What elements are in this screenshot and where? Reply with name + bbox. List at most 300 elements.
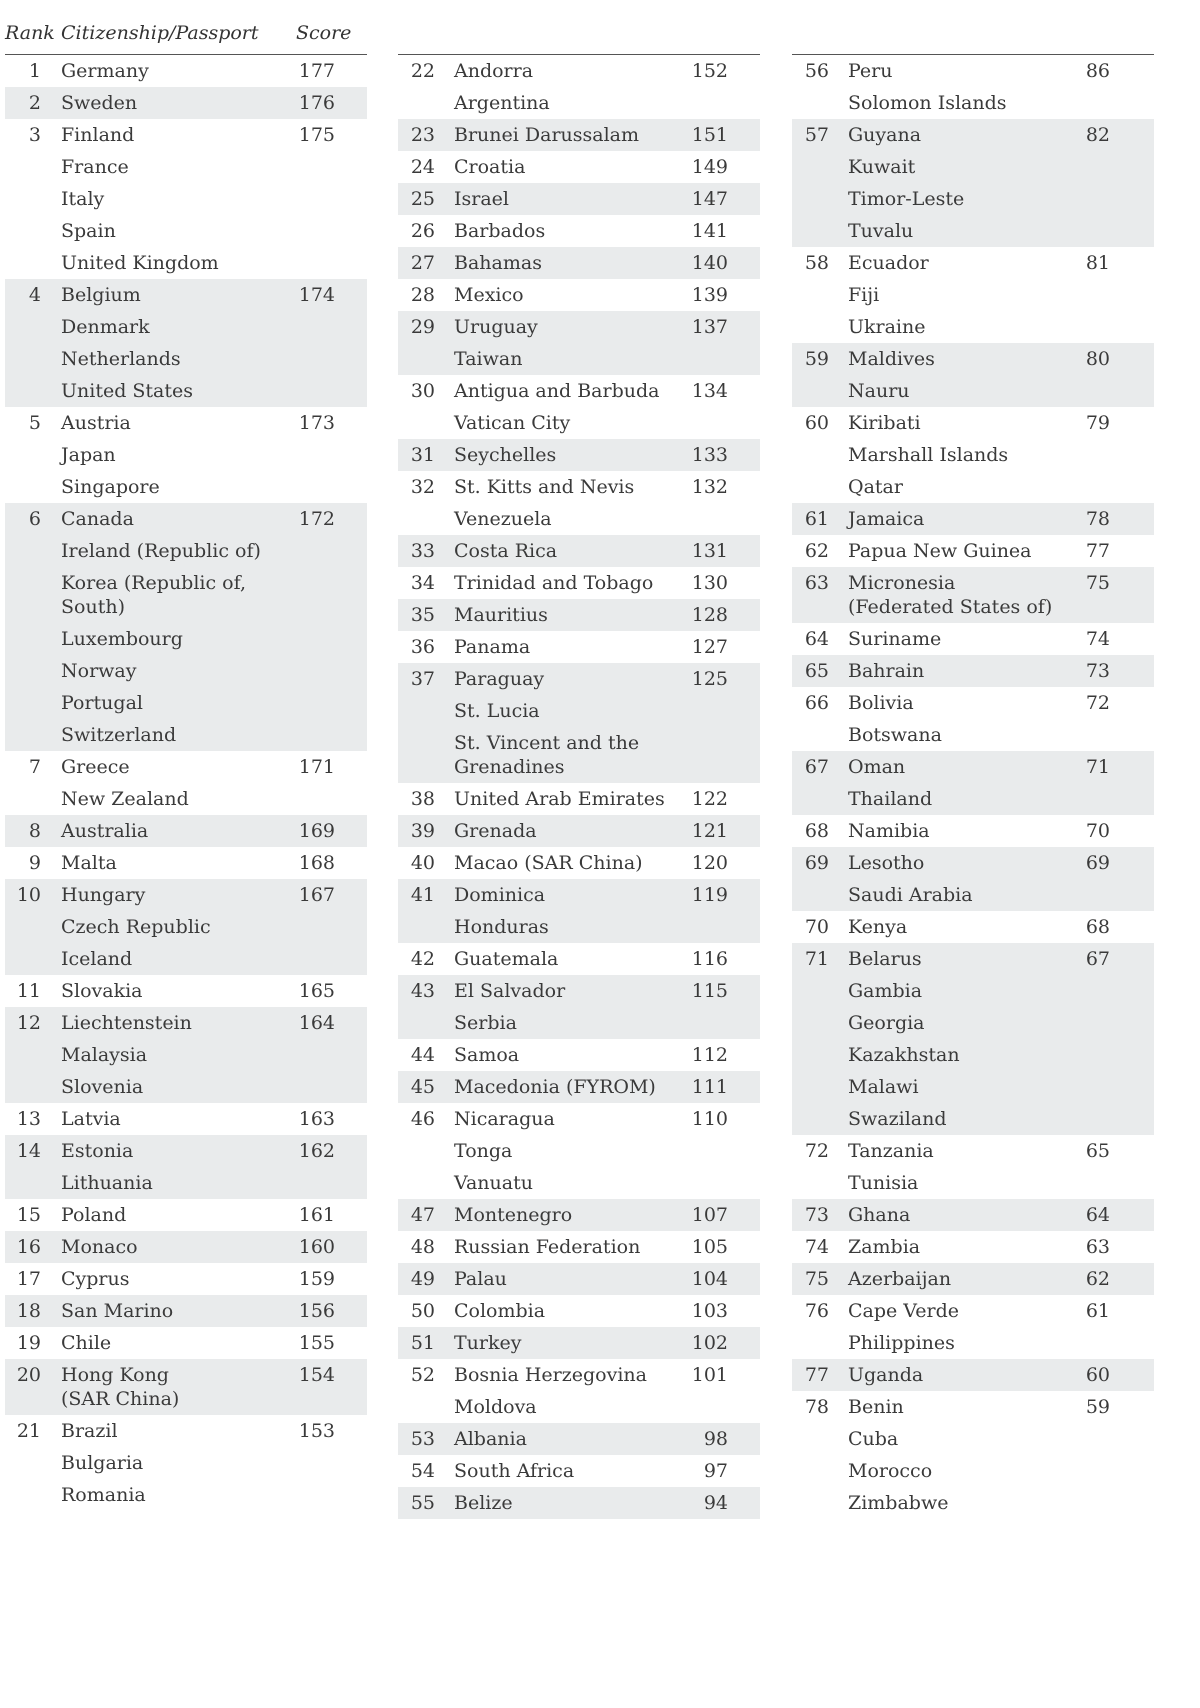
table-row bbox=[5, 407, 367, 439]
country-name: Palau bbox=[454, 1268, 507, 1290]
country-name: Macao (SAR China) bbox=[454, 852, 643, 874]
table-row bbox=[398, 503, 760, 535]
table-row bbox=[792, 567, 1154, 623]
score-value: 139 bbox=[691, 284, 728, 306]
table-row bbox=[5, 975, 367, 1007]
rank-value: 40 bbox=[410, 852, 435, 874]
rank-value: 31 bbox=[410, 444, 435, 466]
table-row bbox=[5, 623, 367, 655]
table-row bbox=[5, 87, 367, 119]
score-value: 147 bbox=[691, 188, 728, 210]
country-name bbox=[61, 1363, 179, 1411]
country-name: Chile bbox=[61, 1332, 112, 1354]
score-value: 74 bbox=[1085, 628, 1110, 650]
country-name: Italy bbox=[61, 188, 105, 210]
country-name: Ghana bbox=[848, 1204, 911, 1226]
country-name: Brazil bbox=[61, 1420, 118, 1442]
country-name: Denmark bbox=[61, 316, 150, 338]
country-name: Czech Republic bbox=[61, 916, 211, 938]
country-name: Albania bbox=[454, 1428, 527, 1450]
rank-group-11 bbox=[5, 975, 367, 1007]
rank-group-26 bbox=[398, 215, 760, 247]
rank-group-10 bbox=[5, 879, 367, 975]
rank-group-53 bbox=[398, 1423, 760, 1455]
country-name: Singapore bbox=[61, 476, 160, 498]
country-name: Cape Verde bbox=[848, 1300, 960, 1322]
country-name: United Kingdom bbox=[61, 252, 219, 274]
rank-value: 38 bbox=[410, 788, 435, 810]
score-value: 62 bbox=[1085, 1268, 1110, 1290]
rank-value: 27 bbox=[410, 252, 435, 274]
country-name: Guatemala bbox=[454, 948, 559, 970]
country-name: Belgium bbox=[61, 284, 141, 306]
score-value: 120 bbox=[691, 852, 728, 874]
country-name: South Africa bbox=[454, 1460, 575, 1482]
rank-group-75 bbox=[792, 1263, 1154, 1295]
country-name bbox=[61, 571, 246, 619]
country-name: Israel bbox=[454, 188, 509, 210]
country-name: Tanzania bbox=[848, 1140, 934, 1162]
rank-value: 52 bbox=[410, 1364, 435, 1386]
table-row bbox=[792, 1423, 1154, 1455]
score-value: 177 bbox=[298, 60, 335, 82]
rank-group-67 bbox=[792, 751, 1154, 815]
rank-value: 76 bbox=[804, 1300, 829, 1322]
score-value: 115 bbox=[691, 980, 728, 1002]
score-value: 70 bbox=[1085, 820, 1110, 842]
rank-group-21 bbox=[5, 1415, 367, 1511]
country-name: Bolivia bbox=[848, 692, 914, 714]
table-row bbox=[792, 87, 1154, 119]
rank-group-9 bbox=[5, 847, 367, 879]
rank-group-43 bbox=[398, 975, 760, 1039]
table-row bbox=[398, 1135, 760, 1167]
rank-group-12 bbox=[5, 1007, 367, 1103]
score-value: 122 bbox=[691, 788, 728, 810]
score-value: 169 bbox=[298, 820, 335, 842]
country-name: Bahrain bbox=[848, 660, 925, 682]
rank-group-73 bbox=[792, 1199, 1154, 1231]
rank-value: 45 bbox=[410, 1076, 435, 1098]
rank-value: 10 bbox=[16, 884, 41, 906]
score-value: 79 bbox=[1085, 412, 1110, 434]
score-value: 128 bbox=[691, 604, 728, 626]
table-row bbox=[5, 1039, 367, 1071]
rank-value: 57 bbox=[804, 124, 829, 146]
rank-group-13 bbox=[5, 1103, 367, 1135]
country-name: Namibia bbox=[848, 820, 930, 842]
rank-value: 8 bbox=[28, 820, 41, 842]
table-row bbox=[398, 911, 760, 943]
table-row bbox=[5, 655, 367, 687]
table-row bbox=[792, 1039, 1154, 1071]
country-name: Germany bbox=[61, 60, 149, 82]
table-row bbox=[398, 407, 760, 439]
table-row bbox=[5, 503, 367, 535]
rank-group-15 bbox=[5, 1199, 367, 1231]
rank-value: 58 bbox=[804, 252, 829, 274]
rank-value: 32 bbox=[410, 476, 435, 498]
country-name: Botswana bbox=[848, 724, 942, 746]
country-name: Bosnia Herzegovina bbox=[454, 1364, 647, 1386]
country-name: St. Lucia bbox=[454, 700, 540, 722]
score-value: 127 bbox=[691, 636, 728, 658]
score-value: 71 bbox=[1085, 756, 1110, 778]
country-name: Mauritius bbox=[454, 604, 548, 626]
table-row bbox=[792, 1295, 1154, 1327]
rank-value: 68 bbox=[804, 820, 829, 842]
rank-value: 53 bbox=[410, 1428, 435, 1450]
table-row bbox=[792, 343, 1154, 375]
table-row bbox=[792, 183, 1154, 215]
rank-group-60 bbox=[792, 407, 1154, 503]
table-row bbox=[398, 55, 760, 87]
score-value: 65 bbox=[1085, 1140, 1110, 1162]
rank-group-65 bbox=[792, 655, 1154, 687]
score-value: 152 bbox=[691, 60, 728, 82]
rank-value: 23 bbox=[410, 124, 435, 146]
rank-value: 70 bbox=[804, 916, 829, 938]
rank-value: 17 bbox=[16, 1268, 41, 1290]
country-name-line: South) bbox=[61, 596, 125, 618]
score-value: 67 bbox=[1085, 948, 1110, 970]
rank-group-77 bbox=[792, 1359, 1154, 1391]
table-row bbox=[5, 783, 367, 815]
country-name: Ukraine bbox=[848, 316, 926, 338]
rank-value: 48 bbox=[410, 1236, 435, 1258]
country-name: Taiwan bbox=[454, 348, 523, 370]
rank-group-54 bbox=[398, 1455, 760, 1487]
table-row bbox=[792, 847, 1154, 879]
table-row bbox=[792, 1391, 1154, 1423]
table-row bbox=[5, 1103, 367, 1135]
rank-value: 67 bbox=[804, 756, 829, 778]
table-row bbox=[398, 1231, 760, 1263]
table-row bbox=[398, 783, 760, 815]
score-value: 59 bbox=[1085, 1396, 1110, 1418]
country-name: Iceland bbox=[61, 948, 133, 970]
country-name: Suriname bbox=[848, 628, 942, 650]
table-row bbox=[5, 815, 367, 847]
rank-group-27 bbox=[398, 247, 760, 279]
table-row bbox=[398, 151, 760, 183]
rank-value: 19 bbox=[16, 1332, 41, 1354]
table-row bbox=[5, 1263, 367, 1295]
score-value: 173 bbox=[298, 412, 335, 434]
rank-group-29 bbox=[398, 311, 760, 375]
table-row bbox=[398, 1455, 760, 1487]
rank-group-20 bbox=[5, 1359, 367, 1415]
rank-group-2 bbox=[5, 87, 367, 119]
rank-value: 13 bbox=[16, 1108, 41, 1130]
table-row bbox=[792, 783, 1154, 815]
country-name: Nicaragua bbox=[454, 1108, 555, 1130]
country-name: Malaysia bbox=[61, 1044, 148, 1066]
rank-value: 78 bbox=[804, 1396, 829, 1418]
country-name: Malawi bbox=[848, 1076, 919, 1098]
country-name: St. Kitts and Nevis bbox=[454, 476, 635, 498]
score-value: 159 bbox=[298, 1268, 335, 1290]
country-name: Peru bbox=[848, 60, 893, 82]
country-name: Dominica bbox=[454, 884, 546, 906]
score-value: 140 bbox=[691, 252, 728, 274]
table-row bbox=[398, 279, 760, 311]
country-name: Paraguay bbox=[454, 668, 545, 690]
table-row bbox=[792, 215, 1154, 247]
score-value: 80 bbox=[1085, 348, 1110, 370]
score-value: 149 bbox=[691, 156, 728, 178]
country-name: Tuvalu bbox=[848, 220, 914, 242]
country-name: Colombia bbox=[454, 1300, 546, 1322]
table-row bbox=[398, 943, 760, 975]
table-row bbox=[398, 1263, 760, 1295]
score-value: 151 bbox=[691, 124, 728, 146]
country-name: Netherlands bbox=[61, 348, 181, 370]
score-value: 101 bbox=[691, 1364, 728, 1386]
rank-value: 46 bbox=[410, 1108, 435, 1130]
score-value: 68 bbox=[1085, 916, 1110, 938]
rank-group-66 bbox=[792, 687, 1154, 751]
country-name: Croatia bbox=[454, 156, 526, 178]
rank-value: 6 bbox=[28, 508, 41, 530]
rank-group-24 bbox=[398, 151, 760, 183]
country-name: Zimbabwe bbox=[848, 1492, 949, 1514]
country-name: Spain bbox=[61, 220, 116, 242]
score-value: 167 bbox=[298, 884, 335, 906]
rank-group-76 bbox=[792, 1295, 1154, 1359]
country-name-line: (SAR China) bbox=[61, 1388, 180, 1410]
country-name-line: St. Vincent and the bbox=[454, 732, 640, 754]
rank-group-31 bbox=[398, 439, 760, 471]
table-row bbox=[792, 1071, 1154, 1103]
table-row bbox=[398, 727, 760, 783]
rank-group-33 bbox=[398, 535, 760, 567]
table-row bbox=[398, 1039, 760, 1071]
rank-group-57 bbox=[792, 119, 1154, 247]
table-row bbox=[398, 311, 760, 343]
rank-value: 9 bbox=[28, 852, 41, 874]
score-value: 130 bbox=[691, 572, 728, 594]
table-row bbox=[398, 1103, 760, 1135]
country-name: Austria bbox=[61, 412, 131, 434]
country-name: Panama bbox=[454, 636, 531, 658]
table-row bbox=[792, 879, 1154, 911]
rank-value: 74 bbox=[804, 1236, 829, 1258]
rank-group-70 bbox=[792, 911, 1154, 943]
table-row bbox=[792, 535, 1154, 567]
rank-value: 25 bbox=[410, 188, 435, 210]
rank-value: 50 bbox=[410, 1300, 435, 1322]
rank-value: 15 bbox=[16, 1204, 41, 1226]
rank-group-1 bbox=[5, 55, 367, 87]
table-row bbox=[5, 55, 367, 87]
table-row bbox=[5, 151, 367, 183]
rank-value: 28 bbox=[410, 284, 435, 306]
table-row bbox=[5, 1167, 367, 1199]
rank-value: 5 bbox=[28, 412, 41, 434]
table-row bbox=[5, 911, 367, 943]
score-value: 112 bbox=[691, 1044, 728, 1066]
country-name: Belize bbox=[454, 1492, 513, 1514]
rank-value: 61 bbox=[804, 508, 829, 530]
country-name-line: Hong Kong bbox=[61, 1364, 169, 1386]
country-name: Kazakhstan bbox=[848, 1044, 960, 1066]
score-value: 119 bbox=[691, 884, 728, 906]
rank-value: 16 bbox=[16, 1236, 41, 1258]
rank-value: 22 bbox=[410, 60, 435, 82]
score-value: 94 bbox=[703, 1492, 728, 1514]
table-row bbox=[792, 1359, 1154, 1391]
score-value: 86 bbox=[1085, 60, 1110, 82]
rank-group-7 bbox=[5, 751, 367, 815]
rank-value: 49 bbox=[410, 1268, 435, 1290]
header-rank: Rank bbox=[5, 22, 55, 44]
country-name: Nauru bbox=[848, 380, 910, 402]
rank-value: 20 bbox=[16, 1364, 41, 1386]
table-row bbox=[792, 655, 1154, 687]
table-row bbox=[398, 1391, 760, 1423]
table-row bbox=[398, 87, 760, 119]
rank-group-62 bbox=[792, 535, 1154, 567]
country-name: Fiji bbox=[848, 284, 880, 306]
table-row bbox=[792, 407, 1154, 439]
rank-value: 11 bbox=[16, 980, 41, 1002]
score-value: 161 bbox=[298, 1204, 335, 1226]
country-name: Trinidad and Tobago bbox=[454, 572, 654, 594]
score-value: 104 bbox=[691, 1268, 728, 1290]
table-row bbox=[5, 215, 367, 247]
country-name: Brunei Darussalam bbox=[454, 124, 640, 146]
country-name: Venezuela bbox=[454, 508, 552, 530]
country-name: Hungary bbox=[61, 884, 146, 906]
table-row bbox=[5, 879, 367, 911]
rank-group-22 bbox=[398, 55, 760, 119]
rank-group-52 bbox=[398, 1359, 760, 1423]
table-row bbox=[398, 247, 760, 279]
table-row bbox=[5, 751, 367, 783]
country-name: Finland bbox=[61, 124, 135, 146]
score-value: 121 bbox=[691, 820, 728, 842]
rank-group-64 bbox=[792, 623, 1154, 655]
country-name: Belarus bbox=[848, 948, 922, 970]
score-value: 153 bbox=[298, 1420, 335, 1442]
table-row bbox=[5, 847, 367, 879]
table-row bbox=[792, 1199, 1154, 1231]
rank-value: 18 bbox=[16, 1300, 41, 1322]
rank-group-34 bbox=[398, 567, 760, 599]
score-value: 172 bbox=[298, 508, 335, 530]
rank-value: 34 bbox=[410, 572, 435, 594]
rank-group-41 bbox=[398, 879, 760, 943]
table-row bbox=[792, 471, 1154, 503]
rank-group-68 bbox=[792, 815, 1154, 847]
rank-group-59 bbox=[792, 343, 1154, 407]
country-name: Australia bbox=[61, 820, 149, 842]
rank-value: 77 bbox=[804, 1364, 829, 1386]
country-name: Papua New Guinea bbox=[848, 540, 1032, 562]
rank-group-40 bbox=[398, 847, 760, 879]
country-name: United Arab Emirates bbox=[454, 788, 665, 810]
score-value: 64 bbox=[1085, 1204, 1110, 1226]
table-row bbox=[792, 751, 1154, 783]
table-row bbox=[398, 599, 760, 631]
country-name: Macedonia (FYROM) bbox=[454, 1076, 656, 1098]
rank-value: 4 bbox=[28, 284, 41, 306]
score-value: 82 bbox=[1085, 124, 1110, 146]
country-name: Turkey bbox=[454, 1332, 522, 1354]
score-value: 75 bbox=[1085, 572, 1110, 594]
rank-group-63 bbox=[792, 567, 1154, 623]
country-name: Qatar bbox=[848, 476, 903, 498]
score-value: 116 bbox=[691, 948, 728, 970]
table-row bbox=[398, 847, 760, 879]
country-name: Andorra bbox=[454, 60, 534, 82]
score-value: 131 bbox=[691, 540, 728, 562]
rank-group-56 bbox=[792, 55, 1154, 119]
score-value: 110 bbox=[691, 1108, 728, 1130]
table-row bbox=[398, 663, 760, 695]
rank-value: 43 bbox=[410, 980, 435, 1002]
table-row bbox=[398, 631, 760, 663]
country-name: Grenada bbox=[454, 820, 537, 842]
score-value: 132 bbox=[691, 476, 728, 498]
table-row bbox=[5, 1135, 367, 1167]
score-value: 125 bbox=[691, 668, 728, 690]
country-name-line: (Federated States of) bbox=[848, 596, 1053, 618]
table-row bbox=[792, 719, 1154, 751]
country-name: Morocco bbox=[848, 1460, 933, 1482]
table-row bbox=[5, 535, 367, 567]
table-row bbox=[398, 183, 760, 215]
country-name: Antigua and Barbuda bbox=[454, 380, 660, 402]
country-name: Portugal bbox=[61, 692, 143, 714]
country-name: Gambia bbox=[848, 980, 923, 1002]
rank-group-55 bbox=[398, 1487, 760, 1519]
rank-group-72 bbox=[792, 1135, 1154, 1199]
country-name: Slovakia bbox=[61, 980, 143, 1002]
table-row bbox=[5, 1071, 367, 1103]
table-row bbox=[5, 1295, 367, 1327]
rank-value: 51 bbox=[410, 1332, 435, 1354]
country-name: Norway bbox=[61, 660, 137, 682]
table-row bbox=[398, 1423, 760, 1455]
table-row bbox=[792, 55, 1154, 87]
rank-value: 1 bbox=[28, 60, 41, 82]
country-name: Solomon Islands bbox=[848, 92, 1007, 114]
country-name: Estonia bbox=[61, 1140, 134, 1162]
table-row bbox=[398, 1071, 760, 1103]
rank-group-5 bbox=[5, 407, 367, 503]
rank-value: 42 bbox=[410, 948, 435, 970]
table-row bbox=[792, 943, 1154, 975]
rank-group-51 bbox=[398, 1327, 760, 1359]
country-name: Saudi Arabia bbox=[848, 884, 973, 906]
country-name: Poland bbox=[61, 1204, 127, 1226]
table-row bbox=[5, 1231, 367, 1263]
table-row bbox=[398, 815, 760, 847]
country-name: Tunisia bbox=[848, 1172, 919, 1194]
rank-value: 7 bbox=[28, 756, 41, 778]
country-name: Uruguay bbox=[454, 316, 538, 338]
score-value: 171 bbox=[298, 756, 335, 778]
rank-value: 56 bbox=[804, 60, 829, 82]
score-value: 60 bbox=[1085, 1364, 1110, 1386]
score-value: 154 bbox=[298, 1364, 335, 1386]
rank-group-4 bbox=[5, 279, 367, 407]
rank-group-19 bbox=[5, 1327, 367, 1359]
score-value: 111 bbox=[691, 1076, 728, 1098]
rank-group-42 bbox=[398, 943, 760, 975]
